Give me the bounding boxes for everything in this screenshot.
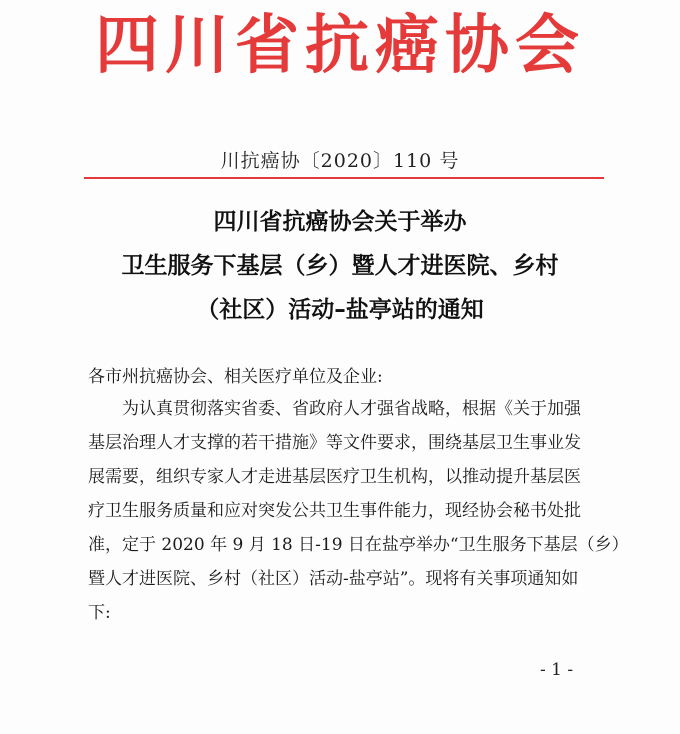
title-line-2: 卫生服务下基层（乡）暨人才进医院、乡村 [121,253,559,279]
salutation: 各市州抗癌协会、相关医疗单位及企业: [88,367,383,387]
body-line: 下: [88,603,111,623]
body-line: 疗卫生服务质量和应对突发公共卫生事件能力，现经协会秘书处批 [88,501,581,521]
body-line: 准，定于 2020 年 9 月 18 日-19 日在盐亭举办“卫生服务下基层（乡） [88,535,629,555]
body-line: 展需要，组织专家人才走进基层医疗卫生机构，以推动提升基层医 [88,467,581,487]
body-line: 为认真贯彻落实省委、省政府人才强省战略，根据《关于加强 [122,399,581,419]
document-number: 川抗癌协〔2020〕110 号 [220,150,460,172]
body-paragraph [88,392,629,630]
page-number: - 1 - [540,660,574,680]
document-title [40,200,640,332]
title-line-3: （社区）活动–盐亭站的通知 [196,297,484,323]
body-line: 基层治理人才支撑的若干措施》等文件要求，围绕基层卫生事业发 [88,433,581,453]
body-line: 暨人才进医院、乡村（社区）活动-盐亭站”。现将有关事项通知如 [88,569,579,589]
title-line-1: 四川省抗癌协会关于举办 [213,209,467,235]
organization-header: 四川省抗癌协会 [95,8,585,83]
red-divider [84,177,604,179]
